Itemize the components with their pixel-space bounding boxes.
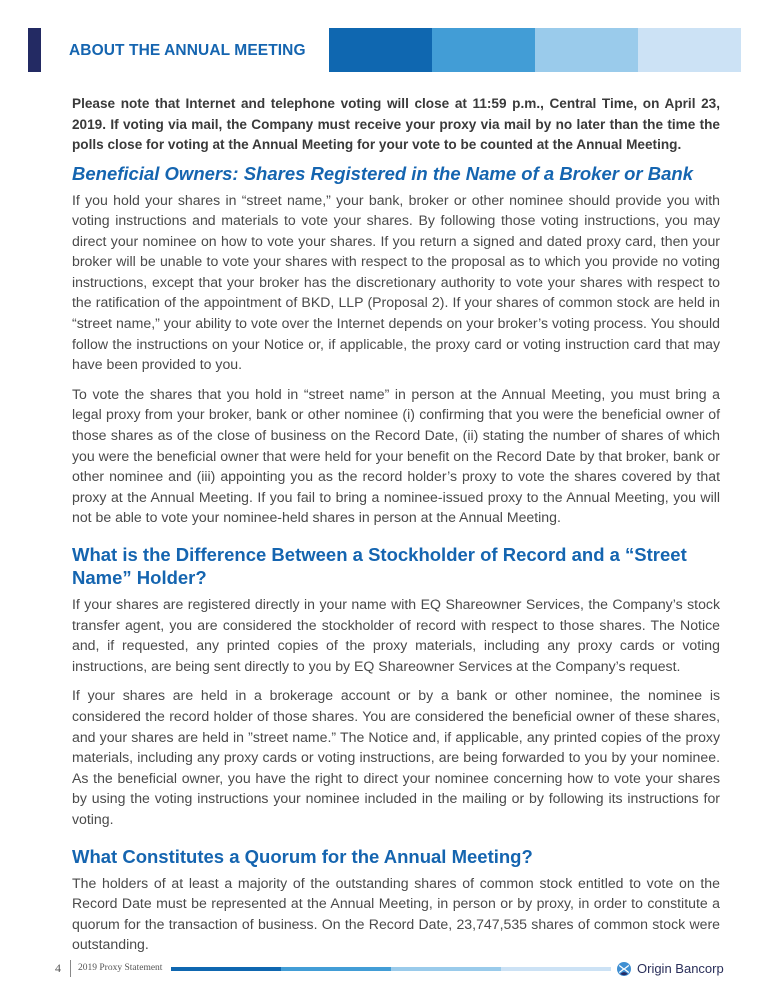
footer-band-4 xyxy=(501,967,611,971)
voting-deadline-notice: Please note that Internet and telephone voting will close at 11:59 p.m., Central Time, on April 23, 2019. If voting via mail, the Company must receive your proxy via mail by no later than the time the polls close for voting at the Annual Meeting for your vote to be counted at the Annual Meeting. xyxy=(72,96,720,152)
footer-band-3 xyxy=(391,967,501,971)
page-footer xyxy=(0,960,768,980)
section-title: ABOUT THE ANNUAL MEETING xyxy=(69,42,306,59)
footer-divider xyxy=(70,960,71,977)
company-name: Origin Bancorp xyxy=(637,961,724,976)
page-content xyxy=(72,88,720,955)
paragraph: If your shares are held in a brokerage account or by a bank or other nominee, the nominee is considered the record holder of those shares. You are considered the beneficial owner of these shares, and your shares are held in ”street name.” The Notice and, if applicable, any printed copies of the proxy materials, including any proxy cards or voting instructions, are being forwarded to you by your nominee. As the beneficial owner, you have the right to direct your nominee concerning how to vote your shares by using the voting instructions your nominee included in the mailing or by following its instructions for voting. xyxy=(72,687,720,827)
heading-record-vs-street-name: What is the Difference Between a Stockholder of Record and a “Street Name” Holder? xyxy=(72,544,687,588)
heading-beneficial-owners: Beneficial Owners: Shares Registered in the Name of a Broker or Bank xyxy=(72,162,693,184)
origin-bancorp-logo-icon xyxy=(617,962,631,976)
header-band-2 xyxy=(432,28,535,72)
paragraph: To vote the shares that you hold in “street name” in person at the Annual Meeting, you must bring a legal proxy from your broker, bank or other nominee (i) confirming that you were the beneficial owner of those shares as of the close of business on the Record Date, (ii) stating the number of shares of which you were the beneficial owner that were held for your benefit on the Record Date by that broker, bank or other nominee and (iii) appointing you as the record holder’s proxy to vote the shares covered by that proxy at the Annual Meeting. If you fail to bring a nominee-issued proxy to the Annual Meeting, you will not be able to vote your nominee-held shares in person at the Annual Meeting. xyxy=(72,385,720,526)
footer-color-bands xyxy=(171,967,611,971)
header-band-1 xyxy=(329,28,432,72)
paragraph: The holders of at least a majority of the outstanding shares of common stock entitled to vote on the Record Date must be represented at the Annual Meeting, in person or by proxy, in order to constitute a quorum for the transaction of business. On the Record Date, 23,747,535 shares of common stock were outstanding. xyxy=(72,874,720,953)
header-band-3 xyxy=(535,28,638,72)
footer-band-1 xyxy=(171,967,281,971)
paragraph: If your shares are registered directly in your name with EQ Shareowner Services, the Company’s stock transfer agent, you are considered the stockholder of record with respect to those shares. The Notice and, if requested, any printed copies of the proxy materials, including any proxy cards or voting instructions, are being sent directly to you by EQ Shareowner Services at the Company’s request. xyxy=(72,596,720,674)
page-number: 4 xyxy=(55,961,61,975)
paragraph: If you hold your shares in “street name,” your bank, broker or other nominee should provide you with voting instructions and materials to vote your shares. By following those voting instructions, you may direct your nominee on how to vote your shares. If you return a signed and dated proxy card, then your broker will be unable to vote your shares with respect to the proposal as to which you provide no voting instructions, except that your broker has the discretionary authority to vote your shares with respect to the ratification of the appointment of BKD, LLP (Proposal 2). If your shares of common stock are held in “street name,” your ability to vote over the Internet depends on your broker’s voting process. You should follow the instructions on your Notice or, if applicable, the proxy card or voting instruction card that may have been provided to you. xyxy=(72,191,720,373)
header-accent-block xyxy=(28,28,41,72)
company-logo xyxy=(617,961,724,976)
footer-band-2 xyxy=(281,967,391,971)
header-color-bands xyxy=(329,28,741,72)
header-band-4 xyxy=(638,28,741,72)
heading-quorum: What Constitutes a Quorum for the Annual Meeting? xyxy=(72,845,533,867)
document-title: 2019 Proxy Statement xyxy=(78,963,163,973)
